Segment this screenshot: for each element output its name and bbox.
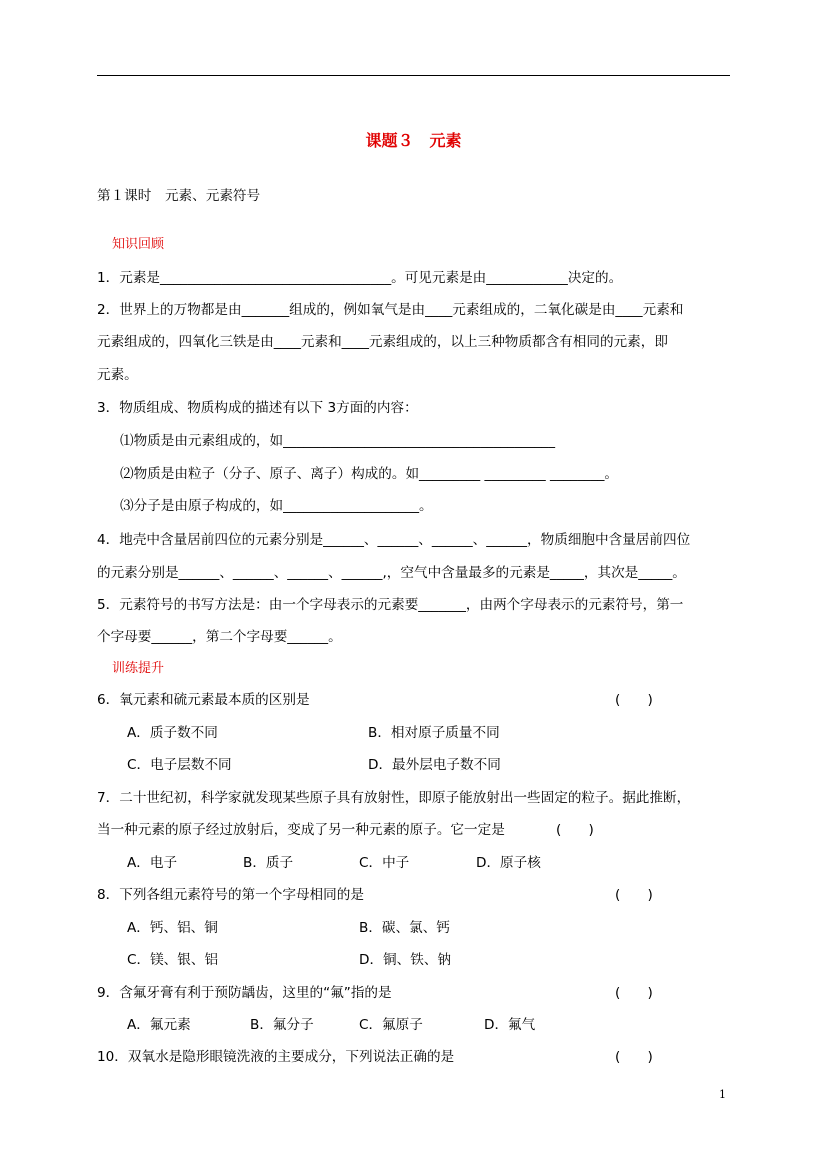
review-line: ⑵物质是由粒子（分子、原子、离子）构成的。如_________ _________ ________。	[120, 466, 619, 482]
review-line: ⑴物质是由元素组成的，如________________________________________	[120, 433, 555, 449]
review-line: 元素组成的，四氧化三铁是由____元素和____元素组成的，以上三种物质都含有相同的元素，即	[97, 334, 668, 350]
answer-paren: ( )	[615, 1049, 653, 1065]
question-stem: 6．氧元素和硫元素最本质的区别是	[97, 692, 310, 708]
option: D．最外层电子数不同	[368, 757, 501, 773]
section-heading-practice: 训练提升	[112, 661, 165, 676]
question-stem: 7．二十世纪初，科学家就发现某些原子具有放射性，即原子能放射出一些固定的粒子。据此推断，	[97, 790, 691, 806]
option: C．电子层数不同	[127, 757, 232, 773]
option: C．中子	[359, 855, 410, 871]
question-stem: 10．双氧水是隐形眼镜洗液的主要成分，下列说法正确的是	[97, 1049, 455, 1065]
answer-paren: ( )	[556, 822, 594, 838]
review-line: 的元素分别是______、______、______、______,，空气中含量最多的元素是_____，其次是_____。	[97, 565, 686, 581]
answer-paren: ( )	[615, 985, 653, 1001]
option: A．电子	[127, 855, 178, 871]
page-title: 课题３ 元素	[365, 131, 462, 150]
review-line: 元素。	[97, 367, 138, 383]
option: B．质子	[243, 855, 294, 871]
option: D．原子核	[476, 855, 541, 871]
question-stem-continued: 当一种元素的原子经过放射后，变成了另一种元素的原子。它一定是	[97, 822, 505, 838]
question-stem: 9．含氟牙膏有利于预防龋齿，这里的“氟”指的是	[97, 985, 392, 1001]
option: A．氟元素	[127, 1017, 191, 1033]
answer-paren: ( )	[615, 692, 653, 708]
option: B．氟分子	[250, 1017, 314, 1033]
review-line: 3．物质组成、物质构成的描述有以下 3方面的内容：	[97, 400, 418, 416]
review-line: 2．世界上的万物都是由_______组成的，例如氧气是由____元素组成的，二氧化碳是由____元素和	[97, 302, 684, 318]
review-line: ⑶分子是由原子构成的，如____________________。	[120, 498, 433, 514]
review-line: 个字母要______，第二个字母要______。	[97, 629, 342, 645]
option: A．钙、铝、铜	[127, 920, 218, 936]
review-line: 5．元素符号的书写方法是：由一个字母表示的元素要_______，由两个字母表示的元素符号，第一	[97, 597, 684, 613]
option: B．相对原子质量不同	[368, 725, 500, 741]
answer-paren: ( )	[615, 887, 653, 903]
option: A．质子数不同	[127, 725, 218, 741]
review-line: 1．元素是__________________________________。可见元素是由____________决定的。	[97, 270, 623, 286]
header-rule	[97, 75, 730, 76]
section-heading-review: 知识回顾	[112, 237, 165, 252]
option: D．氟气	[484, 1017, 536, 1033]
page-number: 1	[719, 1088, 726, 1101]
option: B．碳、氯、钙	[359, 920, 450, 936]
option: C．镁、银、铝	[127, 952, 219, 968]
option: D．铜、铁、钠	[359, 952, 452, 968]
review-line: 4．地壳中含量居前四位的元素分别是______、______、______、______，物质细胞中含量居前四位	[97, 532, 691, 548]
option: C．氟原子	[359, 1017, 423, 1033]
lesson-subtitle: 第１课时 元素、元素符号	[97, 188, 261, 204]
question-stem: 8．下列各组元素符号的第一个字母相同的是	[97, 887, 364, 903]
